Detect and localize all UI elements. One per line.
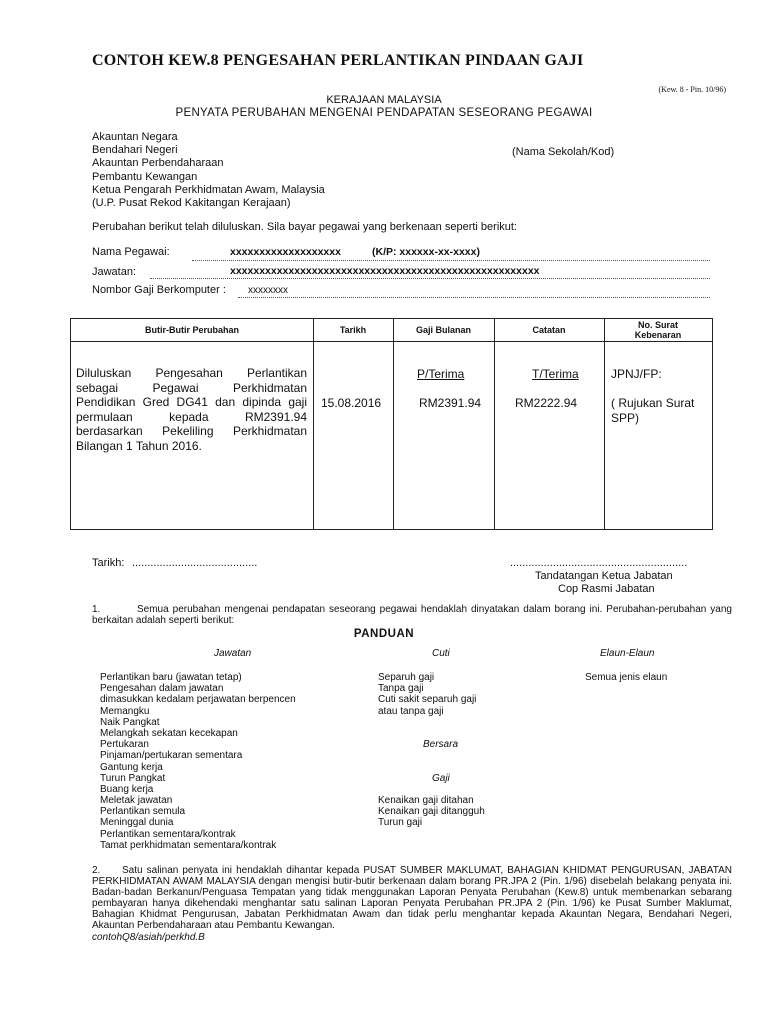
list-item: Tanpa gaji (378, 683, 424, 695)
recipient: Akauntan Perbendaharaan (92, 157, 224, 170)
jawatan-column-heading: Jawatan (214, 648, 252, 659)
officer-ic-value: (K/P: xxxxxx-xx-xxxx) (372, 246, 480, 258)
list-item: Turun gaji (378, 817, 423, 829)
form-reference: (Kew. 8 - Pin. 10/96) (658, 85, 726, 94)
column-divider (494, 319, 495, 529)
column-divider (393, 319, 394, 529)
header-butir: Butir-Butir Perubahan (144, 325, 239, 335)
surat-line2-cell: ( Rujukan Surat SPP) (611, 396, 695, 425)
position-line (150, 278, 710, 279)
note2-number: 2. (92, 865, 101, 876)
tarikh-cell: 15.08.2016 (321, 396, 382, 410)
government-heading: KERAJAAN MALAYSIA (326, 94, 442, 106)
salary-number-line (238, 297, 710, 298)
list-item: Separuh gaji (378, 672, 435, 683)
header-tarikh: Tarikh (339, 325, 367, 335)
panduan-heading: PANDUAN (353, 628, 415, 640)
butir-cell: Diluluskan Pengesahan Perlantikan sebagai Pegawai Perkhidmatan Pendidikan Gred DG41 dan dipinda gaji permulaan kepada RM2391.94 berdasarkan Pekeliling Perkhidmatan Bilangan 1 Tahun 2016. (76, 366, 307, 453)
header-catatan: Catatan (532, 325, 566, 335)
list-item: Tamat perkhidmatan sementara/kontrak (100, 839, 277, 851)
list-item: Melangkah sekatan kecekapan (100, 727, 238, 739)
signature-dots: .......................................................... (510, 557, 688, 569)
recipient: Akauntan Negara (92, 131, 178, 143)
note1-number: 1. (92, 604, 101, 615)
date-label: Tarikh: (92, 557, 125, 569)
list-item: Gantung kerja (100, 761, 163, 773)
jawatan-list (100, 672, 296, 851)
signature-line2: Cop Rasmi Jabatan (558, 583, 655, 595)
gaji-head-cell: P/Terima (417, 367, 465, 381)
signature-line1: Tandatangan Ketua Jabatan (535, 570, 673, 582)
surat-line1-cell: JPNJ/FP: (611, 367, 662, 381)
position-value: xxxxxxxxxxxxxxxxxxxxxxxxxxxxxxxxxxxxxxxxxxxxxxxxxxxxx (230, 265, 540, 277)
catatan-value-cell: RM2222.94 (515, 396, 578, 410)
officer-name-value: xxxxxxxxxxxxxxxxxxx (230, 246, 341, 258)
form-subtitle: PENYATA PERUBAHAN MENGENAI PENDAPATAN SESEORANG PEGAWAI (175, 107, 593, 119)
list-item: Semua jenis elaun (585, 672, 668, 683)
school-name-placeholder: (Nama Sekolah/Kod) (512, 146, 615, 158)
recipient: Pembantu Kewangan (92, 170, 198, 183)
recipient-list (92, 131, 325, 210)
catatan-head-cell: T/Terima (532, 367, 579, 381)
list-item: Kenaikan gaji ditangguh (378, 806, 485, 818)
list-item: Turun Pangkat (100, 772, 166, 784)
gaji-value-cell: RM2391.94 (419, 396, 482, 410)
date-dots: ......................................... (132, 557, 258, 569)
changes-table (70, 318, 713, 530)
list-item: Naik Pangkat (100, 716, 160, 728)
salary-number-label: Nombor Gaji Berkomputer : (92, 284, 226, 296)
officer-name-label: Nama Pegawai: (92, 246, 170, 258)
list-item: Pinjaman/pertukaran sementara (100, 750, 243, 762)
page-title: CONTOH KEW.8 PENGESAHAN PERLANTIKAN PINDAAN GAJI (92, 52, 584, 69)
officer-name-line (192, 260, 710, 261)
recipient: Ketua Pengarah Perkhidmatan Awam, Malaysia (92, 183, 325, 196)
list-item: Perlantikan baru (jawatan tetap) (100, 672, 242, 683)
salary-number-value: xxxxxxxx (248, 285, 288, 296)
note2-text: Satu salinan penyata ini hendaklah dihantar kepada PUSAT SUMBER MAKLUMAT, BAHAGIAN KHIDMAT PENGURUSAN, JABATAN PERKHIDMATAN AWAM MALAYSIA dengan mengisi butir-butir berkenaan dalam borang PR.JPA 2 (Pin. 1/96) disebelah belakang penyata ini. Badan-badan Berkanun/Penguasa Tempatan yang tidak menggunakan Laporan Penyata Perubahan (Kew.8) untuk membenarkan sebarang pembayaran hanya dikehendaki menghantar satu salinan Laporan Penyata Perubahan PR.JPA 2 (Pin. 1/96) ke Pusat Sumber Maklumat, Bahagian Khidmat Pengurusan, Jabatan Perkhidmatan Awam dan tidak perlu menghantar kepada Akauntan Negara, Bendahari Negeri, Akauntan Perbendaharaan atau Pembantu Kewangan. (92, 865, 732, 931)
footer-reference: contohQ8/asiah/perkhd.B (92, 932, 205, 943)
header-surat: No. Surat Kebenaran (634, 320, 682, 340)
list-item: Perlantikan sementara/kontrak (100, 828, 236, 840)
recipient: (U.P. Pusat Rekod Kakitangan Kerajaan) (92, 196, 291, 209)
list-item: dimasukkan kedalam perjawatan berpencen (100, 694, 296, 706)
list-item: Meninggal dunia (100, 817, 174, 829)
list-item: Buang kerja (100, 783, 154, 795)
list-item: Meletak jawatan (100, 795, 173, 807)
header-gaji: Gaji Bulanan (415, 325, 471, 335)
list-item: atau tanpa gaji (378, 705, 444, 717)
list-item: Memangku (100, 705, 150, 717)
header-divider (71, 341, 712, 342)
intro-text: Perubahan berikut telah diluluskan. Sila bayar pegawai yang berkenaan seperti berikut: (92, 221, 517, 233)
list-item: Cuti sakit separuh gaji (378, 694, 477, 706)
column-divider (313, 319, 314, 529)
column-divider (604, 319, 605, 529)
cuti-column-heading: Cuti (432, 648, 450, 659)
cuti-list (378, 672, 476, 717)
list-item: Perlantikan semula (100, 806, 186, 818)
list-item: Pengesahan dalam jawatan (100, 683, 224, 695)
list-item: Kenaikan gaji ditahan (378, 795, 474, 806)
list-item: Pertukaran (100, 739, 149, 751)
recipient: Bendahari Negeri (92, 144, 178, 157)
elaun-list (585, 672, 667, 683)
position-label: Jawatan: (92, 266, 137, 278)
bersara-heading: Bersara (423, 739, 459, 750)
note1-text: Semua perubahan mengenai pendapatan seseorang pegawai hendaklah dinyatakan dalam borang ini. Perubahan-perubahan yang berkaitan adalah seperti berikut: (92, 604, 732, 626)
elaun-column-heading: Elaun-Elaun (600, 648, 655, 659)
gaji-list (378, 795, 485, 829)
gaji-heading: Gaji (432, 773, 450, 784)
